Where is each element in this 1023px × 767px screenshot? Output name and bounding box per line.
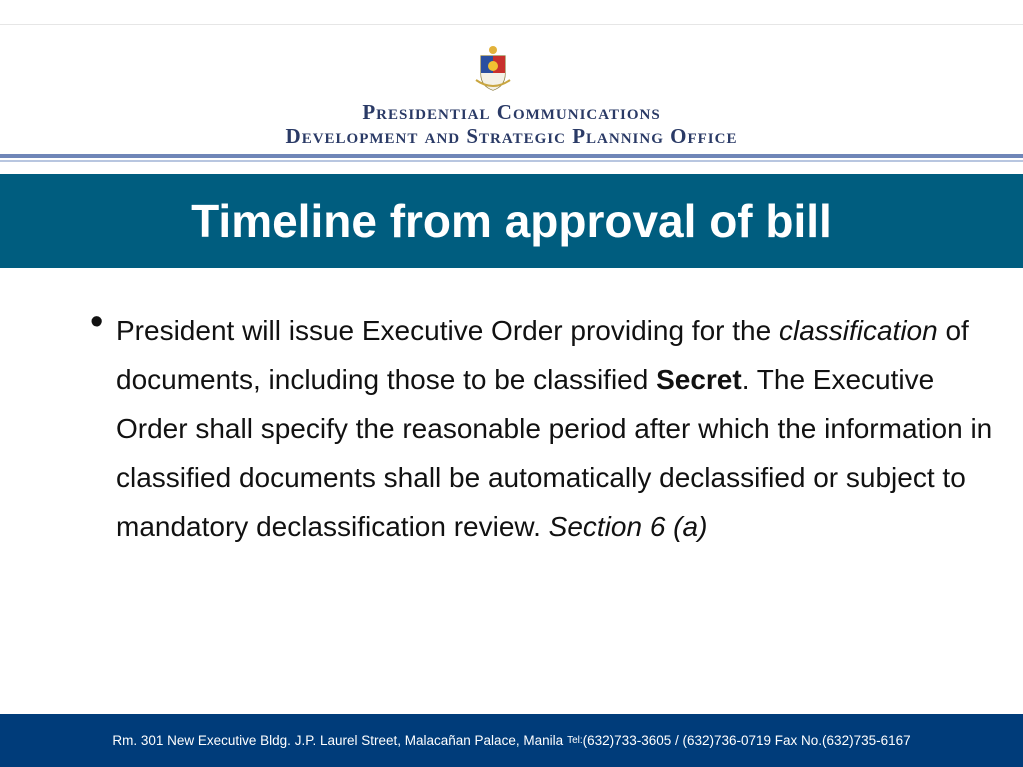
office-name-line2: Development and Strategic Planning Office: [285, 124, 738, 148]
footer-address: Rm. 301 New Executive Bldg. J.P. Laurel Street, Malacañan Palace, Manila: [112, 733, 564, 748]
bullet-marker: •: [90, 301, 104, 343]
office-name-line1: Presidential Communications: [362, 100, 661, 124]
body-text: . The Executive Order shall specify the reasonable period after which the information in classified documents shall be automatically declassified or subject to mandatory declassification review.: [116, 364, 993, 542]
body-bold-term: Secret: [656, 364, 742, 395]
top-divider: [0, 24, 1023, 25]
bullet-text: [116, 306, 996, 551]
section-reference: Section 6 (a): [548, 511, 708, 542]
body-italic-term: classification: [778, 315, 938, 346]
footer-tel-label: Tel:: [567, 735, 583, 746]
body-text: President will issue Executive Order providing for the: [116, 315, 779, 346]
footer-bar: [0, 714, 1023, 767]
header-rule: [0, 154, 1023, 158]
footer-contact: (632)733-3605 / (632)736-0719 Fax No.(632)735-6167: [582, 733, 911, 748]
presidential-seal-icon: [472, 42, 514, 92]
slide-title: Timeline from approval of bill: [191, 195, 832, 247]
header-rule-secondary: [0, 160, 1023, 162]
body-text: of documents, including those to be classified: [116, 315, 969, 395]
title-banner: [0, 174, 1023, 268]
